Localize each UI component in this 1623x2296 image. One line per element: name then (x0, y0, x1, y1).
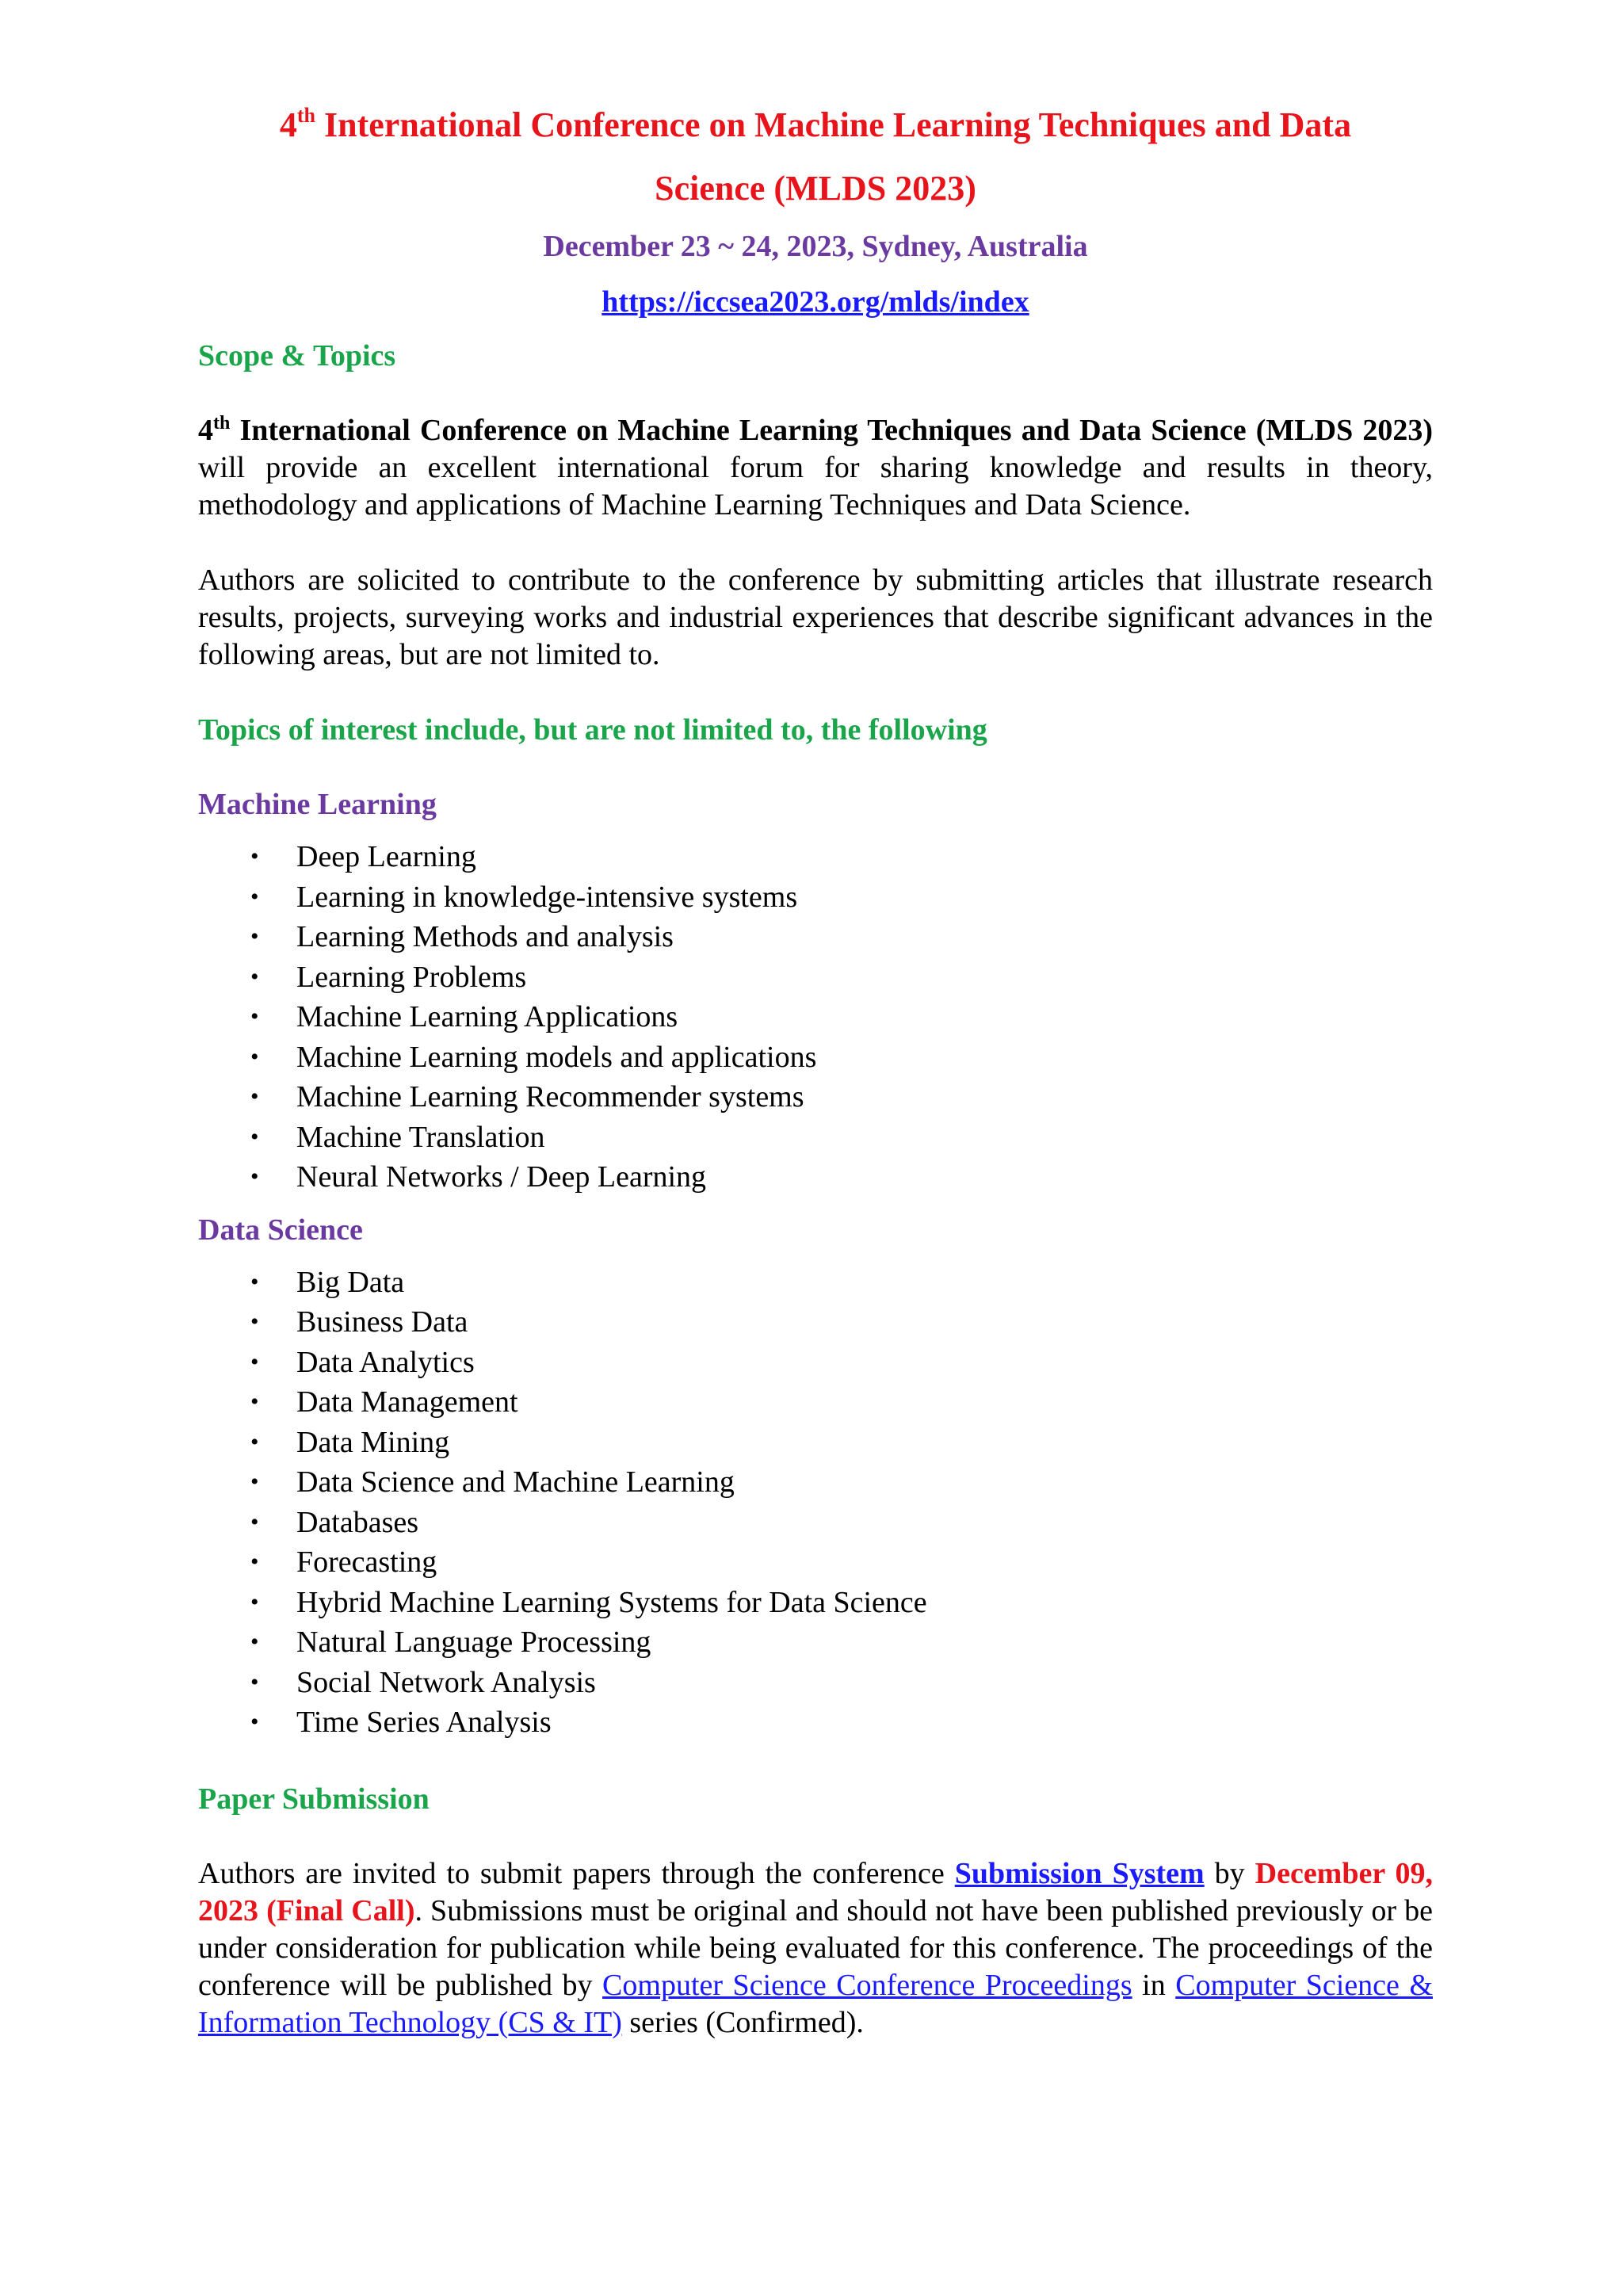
bullet-icon: • (250, 1588, 259, 1615)
bullet-icon: • (250, 883, 259, 910)
scope-paragraph-2: Authors are solicited to contribute to the conference by submitting articles that illustrate research results, projects, surveying works and industrial experiences that describe significant advances in the following areas, but are not limited to. (198, 563, 1433, 671)
bullet-icon: • (250, 1469, 259, 1495)
list-item (198, 957, 1433, 998)
list-item-text: Machine Translation (296, 1120, 545, 1154)
title-ordinal-suffix: th (296, 104, 316, 127)
list-item-text: Machine Learning Recommender systems (296, 1080, 804, 1114)
scope-para1-text: will provide an excellent international forum for sharing knowledge and results in theory, methodology and applications of Machine Learning Techniques and Data Science. (198, 451, 1433, 521)
data-science-heading: Data Science (198, 1213, 363, 1247)
list-item (198, 1037, 1433, 1078)
bullet-icon: • (250, 1549, 259, 1575)
bullet-icon: • (250, 1123, 259, 1150)
list-item-text: Business Data (296, 1305, 468, 1339)
list-item (198, 1503, 1433, 1543)
bullet-icon: • (250, 1348, 259, 1375)
list-item (198, 1302, 1433, 1343)
topics-heading: Topics of interest include, but are not limited to, the following (198, 713, 987, 747)
list-item-text: Time Series Analysis (296, 1706, 552, 1739)
conference-title (198, 94, 1433, 220)
list-item (198, 1622, 1433, 1663)
submission-text-3: . Submissions must be original and should not have been published previously or be under consideration for publication while being evaluated for this conference. The proceedings of the conference will be published by (198, 1893, 1434, 2002)
scope-para1-ordinal: 4 (198, 414, 213, 447)
list-item-text: Big Data (296, 1265, 405, 1299)
machine-learning-topic-list (198, 837, 1433, 1198)
list-item-text: Databases (296, 1505, 419, 1539)
list-item (198, 1263, 1433, 1303)
scope-para1-bold-name: International Conference on Machine Learning Techniques and Data Science (MLDS 2023) (230, 414, 1433, 447)
bullet-icon: • (250, 1709, 259, 1735)
list-item (198, 1077, 1433, 1117)
scope-heading: Scope & Topics (198, 339, 396, 372)
list-item-text: Deep Learning (296, 840, 476, 873)
list-item-text: Learning Problems (296, 960, 527, 994)
bullet-icon: • (250, 1043, 259, 1070)
scope-para1-ordinal-sup: th (213, 413, 231, 434)
list-item-text: Data Management (296, 1385, 518, 1419)
list-item (198, 917, 1433, 957)
list-item-text: Data Analytics (296, 1345, 475, 1379)
bullet-icon: • (250, 1083, 259, 1110)
list-item (198, 1663, 1433, 1703)
submission-text-2: by (1204, 1856, 1255, 1890)
bullet-icon: • (250, 1629, 259, 1655)
bullet-icon: • (250, 1668, 259, 1695)
bullet-icon: • (250, 1268, 259, 1295)
list-item (198, 1542, 1433, 1583)
list-item-text: Machine Learning models and applications (296, 1040, 817, 1074)
list-item (198, 997, 1433, 1037)
list-item-text: Data Science and Machine Learning (296, 1465, 735, 1499)
bullet-icon: • (250, 1003, 259, 1030)
submission-deadline: December 09, 2023 (Final Call) (198, 1856, 1433, 1927)
list-item-text: Machine Learning Applications (296, 1000, 678, 1033)
paper-submission-heading: Paper Submission (198, 1782, 430, 1816)
submission-system-link[interactable]: Submission System (954, 1856, 1205, 1890)
title-line2: Science (MLDS 2023) (655, 169, 976, 208)
list-item (198, 877, 1433, 918)
list-item (198, 837, 1433, 877)
submission-paragraph (198, 1855, 1433, 2042)
list-item-text: Learning in knowledge-intensive systems (296, 880, 798, 914)
bullet-icon: • (250, 1308, 259, 1335)
bullet-icon: • (250, 923, 259, 949)
series-link[interactable]: Computer Science & Information Technology (CS & IT) (198, 1968, 1434, 2039)
date-location: December 23 ~ 24, 2023, Sydney, Australia (543, 230, 1088, 263)
machine-learning-heading: Machine Learning (198, 788, 437, 821)
list-item (198, 1157, 1433, 1198)
bullet-icon: • (250, 843, 259, 869)
data-science-topic-list (198, 1263, 1433, 1743)
submission-text-5: series (Confirmed). (621, 2005, 864, 2039)
bullet-icon: • (250, 1508, 259, 1535)
conference-url-link[interactable]: https://iccsea2023.org/mlds/index (601, 285, 1029, 319)
bullet-icon: • (250, 1163, 259, 1190)
submission-text-4: in (1132, 1968, 1176, 2002)
title-ordinal-number: 4 (279, 105, 297, 144)
proceedings-link[interactable]: Computer Science Conference Proceedings (602, 1968, 1132, 2002)
list-item (198, 1423, 1433, 1463)
bullet-icon: • (250, 963, 259, 990)
list-item (198, 1702, 1433, 1743)
list-item-text: Data Mining (296, 1425, 450, 1459)
scope-paragraph-1 (198, 412, 1433, 524)
conference-url-line (198, 284, 1433, 320)
list-item (198, 1462, 1433, 1503)
title-line1: International Conference on Machine Learning Techniques and Data (315, 105, 1352, 144)
list-item-text: Neural Networks / Deep Learning (296, 1160, 707, 1194)
list-item (198, 1117, 1433, 1158)
bullet-icon: • (250, 1389, 259, 1415)
list-item (198, 1382, 1433, 1423)
submission-text-1: Authors are invited to submit papers through the conference (198, 1856, 955, 1890)
list-item-text: Natural Language Processing (296, 1626, 651, 1659)
bullet-icon: • (250, 1428, 259, 1455)
list-item-text: Forecasting (296, 1545, 437, 1579)
list-item-text: Hybrid Machine Learning Systems for Data Science (296, 1585, 927, 1619)
list-item-text: Social Network Analysis (296, 1665, 596, 1699)
list-item (198, 1583, 1433, 1623)
list-item (198, 1343, 1433, 1383)
list-item-text: Learning Methods and analysis (296, 920, 674, 953)
